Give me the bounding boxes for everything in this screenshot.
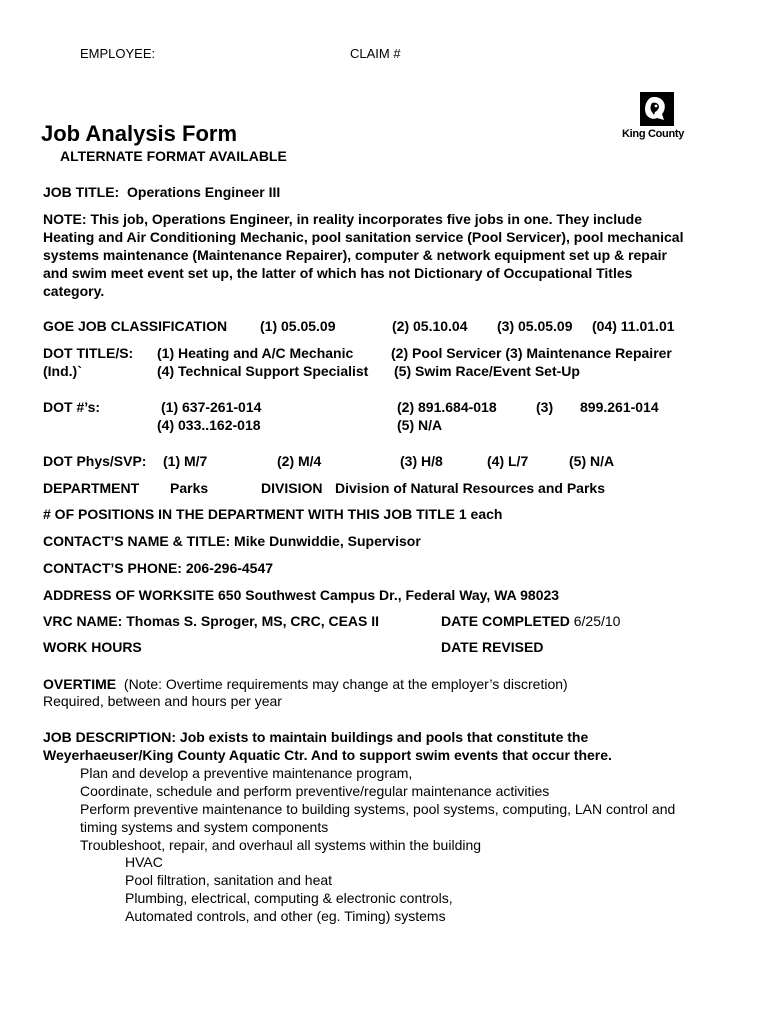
dot-number-5: (5) N/A (397, 417, 443, 433)
page-title: Job Analysis Form (41, 121, 238, 146)
alternate-format-notice: ALTERNATE FORMAT AVAILABLE (60, 148, 287, 164)
dot-title-2-3: (2) Pool Servicer (3) Maintenance Repairer (391, 345, 672, 361)
positions-count: # OF POSITIONS IN THE DEPARTMENT WITH THIS JOB TITLE 1 each (43, 506, 503, 522)
dot-number-label: DOT #’s: (43, 399, 101, 415)
claim-label: CLAIM # (350, 46, 401, 61)
phys-svp-1: (1) M/7 (163, 453, 208, 469)
duty-item: Troubleshoot, repair, and overhaul all systems within the building (80, 837, 482, 853)
date-completed-label: DATE COMPLETED (441, 613, 570, 629)
department-label: DEPARTMENT (43, 480, 140, 496)
king-county-logo (617, 90, 695, 148)
contact-phone: CONTACT’S PHONE: 206-296-4547 (43, 560, 274, 576)
dot-title-4: (4) Technical Support Specialist (157, 363, 369, 379)
goe-code-1: (1) 05.05.09 (260, 318, 336, 334)
date-completed-value: 6/25/10 (573, 613, 621, 629)
note-line: and swim meet event set up, the latter of which has not Dictionary of Occupational Titles (43, 265, 633, 281)
goe-code-2: (2) 05.10.04 (392, 318, 468, 334)
department-value: Parks (170, 480, 209, 496)
worksite-address: ADDRESS OF WORKSITE 650 Southwest Campus Dr., Federal Way, WA 98023 (43, 587, 560, 603)
duty-subitem: HVAC (125, 854, 163, 870)
dot-title-industry-label: (Ind.)` (43, 363, 82, 379)
dot-number-2: (2) 891.684-018 (397, 399, 497, 415)
date-completed (441, 612, 620, 630)
note-line: NOTE: This job, Operations Engineer, in reality incorporates five jobs in one. They include (43, 211, 642, 227)
duty-item: Plan and develop a preventive maintenance program, (80, 765, 413, 781)
goe-code-3: (3) 05.05.09 (497, 318, 573, 334)
overtime-row (43, 675, 568, 693)
phys-svp-label: DOT Phys/SVP: (43, 453, 147, 469)
contact-name: CONTACT’S NAME & TITLE: Mike Dunwiddie, Supervisor (43, 533, 421, 549)
vrc-name: VRC NAME: Thomas S. Sproger, MS, CRC, CEAS II (43, 613, 380, 629)
overtime-label: OVERTIME (43, 676, 117, 692)
note-paragraph (43, 210, 743, 300)
dot-number-4: (4) 033..162-018 (157, 417, 261, 433)
work-hours-label: WORK HOURS (43, 639, 142, 655)
job-description-heading: Weyerhaeuser/King County Aquatic Ctr. And to support swim events that occur there. (43, 747, 612, 763)
dot-title-label: DOT TITLE/S: (43, 345, 134, 361)
note-line: category. (43, 283, 105, 299)
duty-item: Perform preventive maintenance to building systems, pool systems, computing, LAN control and (80, 801, 676, 817)
division-label: DIVISION (261, 480, 323, 496)
job-description-heading: JOB DESCRIPTION: Job exists to maintain buildings and pools that constitute the (43, 729, 589, 745)
goe-code-4: (04) 11.01.01 (592, 318, 675, 334)
dot-number-3: 899.261-014 (580, 399, 659, 415)
dot-number-1: (1) 637-261-014 (161, 399, 262, 415)
duty-subitem: Pool filtration, sanitation and heat (125, 872, 333, 888)
dot-title-5: (5) Swim Race/Event Set-Up (394, 363, 580, 379)
note-line: systems maintenance (Maintenance Repairer), computer & network equipment set up & repair (43, 247, 667, 263)
overtime-note: (Note: Overtime requirements may change at the employer’s discretion) (123, 676, 568, 692)
date-revised-label: DATE REVISED (441, 639, 544, 655)
dot-number-3-label: (3) (536, 399, 554, 415)
job-title-label: JOB TITLE: (43, 184, 120, 200)
note-line: Heating and Air Conditioning Mechanic, pool sanitation service (Pool Servicer), pool mechanical (43, 229, 684, 245)
job-title-row (43, 183, 280, 201)
duty-subitem: Plumbing, electrical, computing & electronic controls, (125, 890, 453, 906)
phys-svp-2: (2) M/4 (277, 453, 322, 469)
logo-wordmark: King County (622, 128, 685, 140)
phys-svp-5: (5) N/A (569, 453, 615, 469)
phys-svp-4: (4) L/7 (487, 453, 529, 469)
job-title-value: Operations Engineer III (127, 184, 281, 200)
overtime-hours: Required, between and hours per year (43, 693, 282, 709)
division-value: Division of Natural Resources and Parks (335, 480, 605, 496)
phys-svp-3: (3) H/8 (400, 453, 443, 469)
duty-item: Coordinate, schedule and perform preventive/regular maintenance activities (80, 783, 550, 799)
dot-title-1: (1) Heating and A/C Mechanic (157, 345, 354, 361)
duty-subitem: Automated controls, and other (eg. Timing) systems (125, 908, 446, 924)
employee-label: EMPLOYEE: (80, 46, 156, 61)
goe-label: GOE JOB CLASSIFICATION (43, 318, 228, 334)
duty-item: timing systems and system components (80, 819, 329, 835)
